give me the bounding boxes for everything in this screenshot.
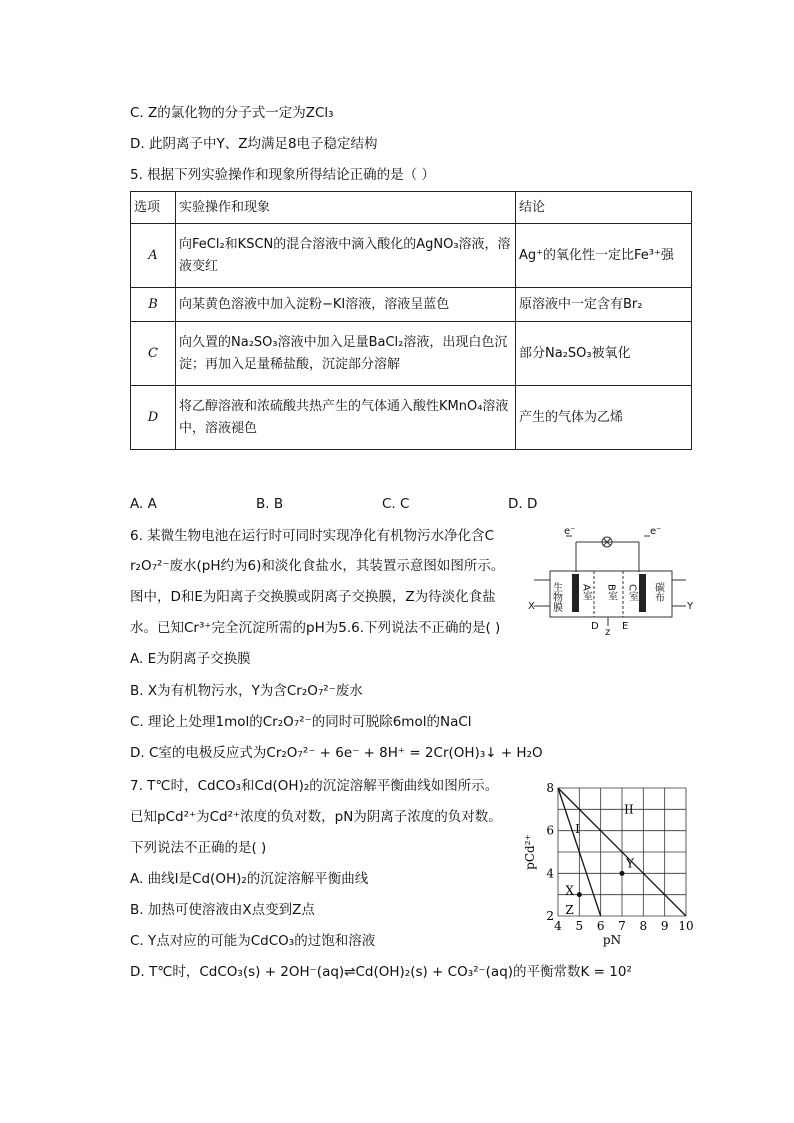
q6-option-b: B. X为有机物污水，Y为含Cr₂O₇²⁻废水	[130, 683, 363, 699]
x-tick-label: 4	[554, 919, 562, 933]
table-cell: 部分Na₂SO₃被氧化	[516, 322, 692, 386]
y-tick-label: 4	[546, 866, 554, 881]
q4-option-d: D. 此阴离子中Y、Z均满足8电子稳定结构	[130, 136, 378, 152]
x-tick-label: 7	[618, 919, 626, 933]
y-label: Y	[687, 601, 694, 612]
table-cell: 向FeCl₂和KSCN的混合溶液中滴入酸化的AgNO₃溶液，溶液变红	[176, 224, 516, 288]
table-row	[131, 386, 692, 450]
q6-stem-line4: 水。已知Cr³⁺完全沉淀所需的pH为5.6.下列说法不正确的是( )	[130, 620, 501, 636]
q4-option-c: C. Z的氯化物的分子式一定为ZCl₃	[130, 105, 334, 121]
y-tick-label: 2	[546, 909, 554, 923]
chamber-c-label: C室	[626, 584, 638, 601]
x-tick-label: 9	[660, 919, 669, 933]
q6-stem-line3: 图中，D和E为阳离子交换膜或阴离子交换膜，Z为待淡化食盐	[130, 589, 496, 605]
x-tick-label: 10	[678, 919, 694, 933]
point-y	[620, 871, 625, 876]
z-label: z	[605, 627, 611, 636]
x-tick-label: 5	[575, 919, 584, 933]
left-electrode-label: 生物膜	[550, 582, 562, 612]
table-cell: 产生的气体为乙烯	[516, 386, 692, 450]
q5-choice-b: B. B	[256, 496, 284, 512]
q7-stem-line1: 7. T℃时，CdCO₃和Cd(OH)₂的沉淀溶解平衡曲线如图所示。	[130, 778, 499, 794]
table-row	[131, 288, 692, 322]
y-tick-label: 8	[546, 781, 554, 795]
q7-option-d: D. T℃时，CdCO₃(s) + 2OH⁻(aq)⇌Cd(OH)₂(s) + CO₃²⁻(aq)的平衡常数K = 10²	[130, 964, 632, 980]
right-electrode-label: 碳布	[652, 582, 664, 602]
chamber-a-label: A室	[580, 584, 592, 601]
q7-stem-line3: 下列说法不正确的是( )	[130, 840, 267, 856]
table-cell: Ag⁺的氧化性一定比Fe³⁺强	[516, 224, 692, 288]
table-cell: D	[131, 386, 176, 450]
y-tick-label: 6	[546, 823, 554, 838]
q5-choice-d: D. D	[508, 496, 538, 512]
q6-stem-line1: 6. 某微生物电池在运行时可同时实现净化有机物污水净化含C	[130, 528, 495, 544]
point-label-z: Z	[565, 903, 574, 917]
q5-choice-c: C. C	[382, 496, 410, 512]
series-label-ii: II	[624, 802, 634, 817]
table-cell: 向久置的Na₂SO₃溶液中加入足量BaCl₂溶液，出现白色沉淀；再加入足量稀盐酸，沉淀部分溶解	[176, 322, 516, 386]
x-axis-label: pN	[602, 933, 622, 947]
table-cell: 向某黄色溶液中加入淀粉−KI溶液，溶液呈蓝色	[176, 288, 516, 322]
y-axis-label: pCd²⁺	[523, 834, 537, 870]
table-header: 选项	[131, 192, 176, 224]
table-cell: C	[131, 322, 176, 386]
table-header: 结论	[516, 192, 692, 224]
x-tick-label: 8	[639, 919, 648, 933]
point-label-x: X	[565, 883, 574, 898]
q5-choice-a: A. A	[130, 496, 157, 512]
table-cell: 原溶液中一定含有Br₂	[516, 288, 692, 322]
table-header: 实验操作和现象	[176, 192, 516, 224]
q7-stem-line2: 已知pCd²⁺为Cd²⁺浓度的负对数，pN为阴离子浓度的负对数。	[130, 809, 502, 825]
q7-option-a: A. 曲线Ⅰ是Cd(OH)₂的沉淀溶解平衡曲线	[130, 871, 369, 887]
chamber-b-label: B室	[605, 584, 617, 601]
solubility-chart	[522, 780, 702, 950]
q6-option-c: C. 理论上处理1mol的Cr₂O₇²⁻的同时可脱除6mol的NaCl	[130, 714, 472, 730]
table-cell: 将乙醇溶液和浓硫酸共热产生的气体通入酸性KMnO₄溶液中，溶液褪色	[176, 386, 516, 450]
x-label: X	[528, 601, 535, 612]
e-label: E	[622, 621, 629, 632]
q7-option-b: B. 加热可使溶液由X点变到Z点	[130, 902, 315, 918]
cell-diagram	[528, 528, 706, 636]
q6-option-a: A. E为阴离子交换膜	[130, 651, 251, 667]
table-row	[131, 322, 692, 386]
point-label-y: Y	[626, 856, 634, 871]
q7-option-c: C. Y点对应的可能为CdCO₃的过饱和溶液	[130, 933, 376, 949]
table-row	[131, 224, 692, 288]
table-cell: B	[131, 288, 176, 322]
q6-option-d: D. C室的电极反应式为Cr₂O₇²⁻ + 6e⁻ + 8H⁺ = 2Cr(OH)₃↓ + H₂O	[130, 745, 543, 761]
electron-right-label: e⁻	[650, 528, 662, 537]
q6-stem-line2: r₂O₇²⁻废水(pH约为6)和淡化食盐水，其装置示意图如图所示。	[130, 558, 505, 574]
x-tick-label: 6	[596, 919, 605, 933]
point-x	[577, 892, 582, 897]
series-label-i: I	[575, 821, 580, 836]
q5-stem: 5. 根据下列实验操作和现象所得结论正确的是（ ）	[130, 167, 435, 183]
electron-left-label: e⁻	[564, 528, 576, 537]
q5-table	[130, 191, 692, 450]
table-cell: A	[131, 224, 176, 288]
d-label: D	[591, 621, 599, 632]
